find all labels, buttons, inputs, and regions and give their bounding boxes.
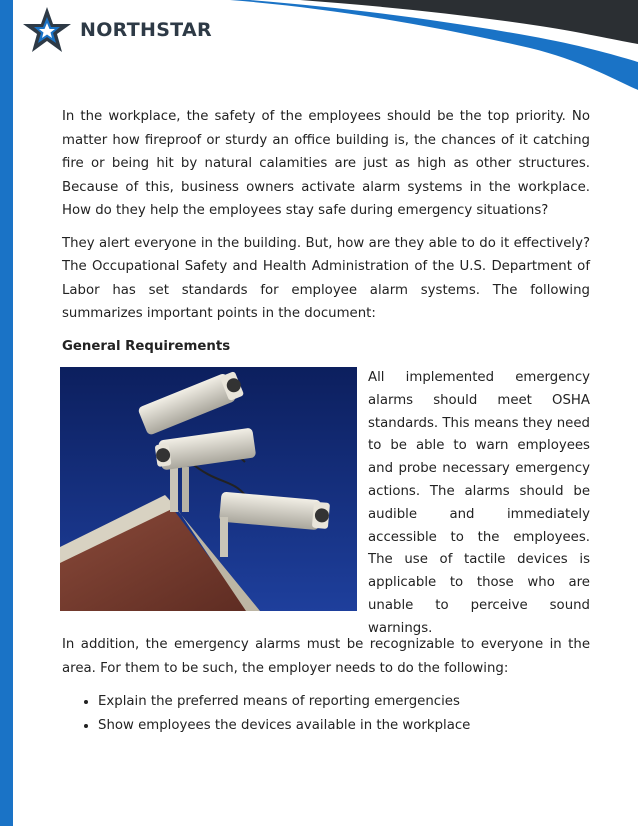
list-item: • Explain the preferred means of reporting emergencies [98,690,590,714]
northstar-logo [22,4,212,56]
logo-text: NORTHSTAR [80,19,212,41]
star-icon [22,5,72,55]
paragraph-osha: They alert everyone in the building. But, how are they able to do it effectively? The Occupational Safety and Health Administration of the U.S. Department of Labor has set standards for employee alarm systems. The following summarizes important points in the document: [62,235,590,321]
security-cameras-photo [60,367,357,611]
media-row [62,367,590,636]
section-heading: General Requirements [62,338,231,354]
paragraph-recognizable: In addition, the emergency alarms must be recognizable to everyone in the area. For them to be such, the employer needs to do the following: [62,637,590,676]
left-accent-bar [0,0,13,826]
paragraph-requirements: All implemented emergency alarms should meet OSHA standards. This means they need to be able to warn employees and probe necessary emergency actions. The alarms should be audible and immediately accessible to the employees. The use of tactile devices is applicable to those who are unable to perceive sound warnings. [368,370,590,636]
list-item: • Show employees the devices available in the workplace [98,714,590,738]
requirements-text-column [368,367,590,641]
bullet-list [62,690,590,738]
paragraph-intro: In the workplace, the safety of the employees should be the top priority. No matter how fireproof or sturdy an office building is, the chances of it catching fire or being hit by natural calamities are just as high as other structures. Because of this, business owners activate alarm systems in the workplace. How do they help the employees stay safe during emergency situations? [62,109,590,218]
document-body [62,105,590,738]
